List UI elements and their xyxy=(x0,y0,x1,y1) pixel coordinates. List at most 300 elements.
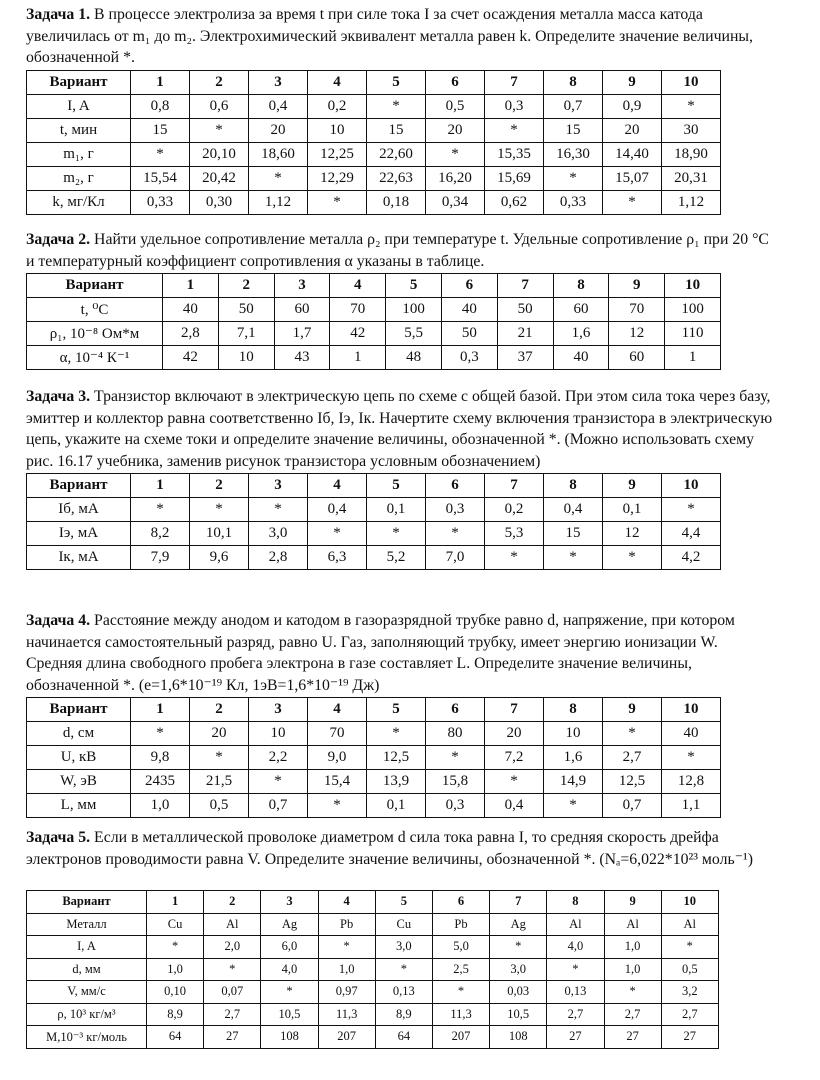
table-cell: 0,5 xyxy=(190,794,249,818)
table-cell: * xyxy=(547,958,604,981)
table-header-cell: 6 xyxy=(441,274,497,298)
table-row xyxy=(27,498,721,522)
table-cell: * xyxy=(249,498,308,522)
table-cell: 22,63 xyxy=(367,166,426,190)
table-cell: 4,0 xyxy=(261,958,318,981)
table-cell: 12,29 xyxy=(308,166,367,190)
table-cell: 10 xyxy=(218,346,274,370)
table-cell: * xyxy=(308,522,367,546)
table-cell: 12,25 xyxy=(308,142,367,166)
row-label-cell: m₂, г xyxy=(27,166,131,190)
task-2-table xyxy=(26,273,721,370)
table-header-cell: 5 xyxy=(375,891,432,914)
table-cell: 0,18 xyxy=(367,190,426,214)
table-cell: 2,7 xyxy=(547,1003,604,1026)
table-header-cell: 6 xyxy=(432,891,489,914)
table-header-cell: Вариант xyxy=(27,698,131,722)
table-cell: 1,0 xyxy=(604,936,661,959)
table-header-cell: 7 xyxy=(490,891,547,914)
table-cell: Cu xyxy=(147,913,204,936)
table-cell: 0,03 xyxy=(490,981,547,1004)
table-header-cell: 1 xyxy=(131,698,190,722)
table-cell: * xyxy=(604,981,661,1004)
table-cell: 12 xyxy=(603,522,662,546)
row-label-cell: ρ₁, 10⁻⁸ Ом*м xyxy=(27,322,163,346)
row-label-cell: m₁, г xyxy=(27,142,131,166)
table-cell: 2,2 xyxy=(249,746,308,770)
task-3-text: Задача 3. Транзистор включают в электрическую цепь по схеме с общей базой. При этом сила тока через базу, эмиттер и коллектор равна соответственно Iб, Iэ, Iк. Начертите схему включения транзистора в электрическую цепь, укажите на схеме токи и определите значение величины, обозначенной *. (Можно использовать схему рис. 16.17 учебника, заменив рисунок транзистора условным обозначением) xyxy=(26,388,773,470)
table-header-cell: 5 xyxy=(367,70,426,94)
table-cell: 0,4 xyxy=(485,794,544,818)
table-header-cell: 6 xyxy=(426,474,485,498)
table-header-cell: 10 xyxy=(665,274,721,298)
table-header-cell: 5 xyxy=(367,698,426,722)
table-header-cell: 6 xyxy=(426,70,485,94)
table-cell: 40 xyxy=(553,346,609,370)
task-1-text: Задача 1. В процессе электролиза за время t при силе тока I за счет осаждения металла масса катода увеличилась от m₁ до m₂. Электрохимический эквивалент металла равен k. Определите значение величины, обозначенной *. xyxy=(26,6,753,66)
table-cell: 60 xyxy=(274,298,330,322)
table-cell: 5,5 xyxy=(386,322,442,346)
table-row xyxy=(27,958,719,981)
table-cell: Al xyxy=(661,913,718,936)
table-cell: 14,9 xyxy=(544,770,603,794)
table-row xyxy=(27,794,721,818)
table-cell: Pb xyxy=(432,913,489,936)
table-header-cell: 8 xyxy=(544,698,603,722)
table-cell: * xyxy=(661,936,718,959)
table-cell: 0,3 xyxy=(441,346,497,370)
table-row xyxy=(27,118,721,142)
table-header-row xyxy=(27,274,721,298)
table-cell: 15,69 xyxy=(485,166,544,190)
table-header-cell: 4 xyxy=(308,70,367,94)
table-header-cell: 1 xyxy=(131,474,190,498)
table-cell: 1,1 xyxy=(662,794,721,818)
task-5-table xyxy=(26,890,719,1049)
table-cell: 0,7 xyxy=(249,794,308,818)
table-cell: 0,10 xyxy=(147,981,204,1004)
table-cell: 0,2 xyxy=(308,94,367,118)
table-cell: * xyxy=(131,142,190,166)
row-label-cell: Металл xyxy=(27,913,147,936)
table-cell: 70 xyxy=(330,298,386,322)
table-header-cell: 2 xyxy=(190,474,249,498)
table-cell: 15 xyxy=(544,118,603,142)
table-header-cell: 1 xyxy=(131,70,190,94)
table-cell: 50 xyxy=(218,298,274,322)
table-row xyxy=(27,746,721,770)
table-cell: * xyxy=(367,522,426,546)
table-cell: * xyxy=(544,546,603,570)
table-cell: 48 xyxy=(386,346,442,370)
table-row xyxy=(27,546,721,570)
table-cell: 27 xyxy=(604,1026,661,1049)
table-cell: 0,1 xyxy=(367,794,426,818)
row-label-cell: U, кВ xyxy=(27,746,131,770)
table-cell: 10,5 xyxy=(490,1003,547,1026)
table-cell: 1,6 xyxy=(553,322,609,346)
table-cell: * xyxy=(190,118,249,142)
table-cell: 3,0 xyxy=(249,522,308,546)
task-1-label: Задача 1. xyxy=(26,6,91,23)
table-cell: * xyxy=(147,936,204,959)
table-cell: 8,9 xyxy=(375,1003,432,1026)
table-cell: 2,5 xyxy=(432,958,489,981)
table-header-cell: 9 xyxy=(603,698,662,722)
task-3-label: Задача 3. xyxy=(26,388,91,405)
table-cell: 0,34 xyxy=(426,190,485,214)
table-cell: 64 xyxy=(147,1026,204,1049)
table-cell: 0,33 xyxy=(131,190,190,214)
table-cell: 4,0 xyxy=(547,936,604,959)
table-header-row xyxy=(27,698,721,722)
table-cell: 0,1 xyxy=(367,498,426,522)
table-cell: 0,4 xyxy=(308,498,367,522)
table-cell: 8,2 xyxy=(131,522,190,546)
table-cell: 50 xyxy=(497,298,553,322)
table-header-cell: 2 xyxy=(204,891,261,914)
table-cell: 0,6 xyxy=(190,94,249,118)
table-cell: 15,8 xyxy=(426,770,485,794)
row-label-cell: I, A xyxy=(27,936,147,959)
table-cell: * xyxy=(662,498,721,522)
table-cell: * xyxy=(603,190,662,214)
table-cell: * xyxy=(662,746,721,770)
task-3-table xyxy=(26,473,721,570)
row-label-cell: α, 10⁻⁴ К⁻¹ xyxy=(27,346,163,370)
table-cell: * xyxy=(544,794,603,818)
table-cell: 4,2 xyxy=(662,546,721,570)
table-cell: 1,0 xyxy=(318,958,375,981)
table-cell: 20 xyxy=(603,118,662,142)
row-label-cell: M,10⁻³ кг/моль xyxy=(27,1026,147,1049)
table-cell: Al xyxy=(547,913,604,936)
table-cell: 1,12 xyxy=(662,190,721,214)
table-cell: 7,1 xyxy=(218,322,274,346)
table-header-cell: 3 xyxy=(261,891,318,914)
table-cell: * xyxy=(308,794,367,818)
table-cell: 110 xyxy=(665,322,721,346)
table-cell: 13,9 xyxy=(367,770,426,794)
table-row xyxy=(27,142,721,166)
table-cell: 1 xyxy=(665,346,721,370)
table-cell: 11,3 xyxy=(318,1003,375,1026)
table-cell: 27 xyxy=(204,1026,261,1049)
table-cell: 18,60 xyxy=(249,142,308,166)
table-cell: 207 xyxy=(432,1026,489,1049)
table-cell: 15,54 xyxy=(131,166,190,190)
table-row xyxy=(27,1003,719,1026)
table-cell: 0,13 xyxy=(547,981,604,1004)
table-row xyxy=(27,346,721,370)
task-4-table xyxy=(26,697,721,818)
table-cell: 10 xyxy=(544,722,603,746)
table-row xyxy=(27,770,721,794)
row-label-cell: ρ, 10³ кг/м³ xyxy=(27,1003,147,1026)
table-header-cell: 2 xyxy=(190,698,249,722)
table-cell: 2,0 xyxy=(204,936,261,959)
task-1 xyxy=(26,4,776,215)
table-cell: * xyxy=(432,981,489,1004)
table-header-cell: 1 xyxy=(163,274,219,298)
table-header-cell: Вариант xyxy=(27,474,131,498)
table-header-cell: 8 xyxy=(553,274,609,298)
table-cell: 22,60 xyxy=(367,142,426,166)
table-cell: 0,33 xyxy=(544,190,603,214)
table-cell: 42 xyxy=(163,346,219,370)
task-4-text: Задача 4. Расстояние между анодом и катодом в газоразрядной трубке равно d, напряжение, при котором начинается самостоятельный разряд, равно U. Газ, заполняющий трубку, имеет энергию ионизации W. Средняя длина свободного пробега электрона в газе составляет L. Определите значение величины, обозначенной *. (е=1,6*10⁻¹⁹ Кл, 1эВ=1,6*10⁻¹⁹ Дж) xyxy=(26,612,735,694)
table-cell: 9,8 xyxy=(131,746,190,770)
table-cell: * xyxy=(426,522,485,546)
table-cell: 5,3 xyxy=(485,522,544,546)
task-2 xyxy=(26,229,776,370)
table-cell: 2,8 xyxy=(249,546,308,570)
table-cell: 10,1 xyxy=(190,522,249,546)
table-cell: 11,3 xyxy=(432,1003,489,1026)
table-cell: 7,2 xyxy=(485,746,544,770)
table-header-cell: 5 xyxy=(386,274,442,298)
table-cell: 0,1 xyxy=(603,498,662,522)
table-cell: * xyxy=(662,94,721,118)
table-cell: 0,07 xyxy=(204,981,261,1004)
table-cell: 70 xyxy=(308,722,367,746)
table-cell: 0,3 xyxy=(485,94,544,118)
row-label-cell: W, эВ xyxy=(27,770,131,794)
table-cell: * xyxy=(249,770,308,794)
table-header-cell: 7 xyxy=(485,474,544,498)
table-cell: 42 xyxy=(330,322,386,346)
table-header-cell: 10 xyxy=(662,70,721,94)
table-cell: 40 xyxy=(662,722,721,746)
table-cell: 21 xyxy=(497,322,553,346)
table-cell: 9,0 xyxy=(308,746,367,770)
table-cell: Ag xyxy=(490,913,547,936)
table-row xyxy=(27,1026,719,1049)
table-cell: * xyxy=(261,981,318,1004)
table-cell: 20,42 xyxy=(190,166,249,190)
table-cell: 18,90 xyxy=(662,142,721,166)
table-cell: * xyxy=(204,958,261,981)
table-cell: * xyxy=(190,498,249,522)
table-cell: 100 xyxy=(665,298,721,322)
row-label-cell: t, ⁰С xyxy=(27,298,163,322)
table-cell: 0,2 xyxy=(485,498,544,522)
table-row xyxy=(27,913,719,936)
table-cell: 1 xyxy=(330,346,386,370)
row-label-cell: d, мм xyxy=(27,958,147,981)
table-cell: 43 xyxy=(274,346,330,370)
table-cell: 4,4 xyxy=(662,522,721,546)
table-cell: 1,6 xyxy=(544,746,603,770)
table-header-cell: 7 xyxy=(485,698,544,722)
table-header-cell: 5 xyxy=(367,474,426,498)
table-header-cell: 4 xyxy=(308,698,367,722)
table-header-cell: 9 xyxy=(604,891,661,914)
table-header-cell: 2 xyxy=(218,274,274,298)
task-4-label: Задача 4. xyxy=(26,612,91,629)
table-cell: 7,9 xyxy=(131,546,190,570)
table-cell: 0,97 xyxy=(318,981,375,1004)
table-header-cell: 8 xyxy=(547,891,604,914)
table-cell: 9,6 xyxy=(190,546,249,570)
table-cell: 20,10 xyxy=(190,142,249,166)
table-cell: 70 xyxy=(609,298,665,322)
table-cell: 12,5 xyxy=(367,746,426,770)
table-header-cell: 10 xyxy=(662,698,721,722)
table-cell: * xyxy=(367,94,426,118)
table-cell: * xyxy=(485,546,544,570)
task-5-label: Задача 5. xyxy=(26,829,91,846)
table-row xyxy=(27,981,719,1004)
table-header-cell: 7 xyxy=(497,274,553,298)
table-cell: 2,7 xyxy=(661,1003,718,1026)
table-cell: 108 xyxy=(261,1026,318,1049)
table-header-cell: 3 xyxy=(249,70,308,94)
table-cell: 20 xyxy=(249,118,308,142)
table-cell: 64 xyxy=(375,1026,432,1049)
table-header-cell: 1 xyxy=(147,891,204,914)
table-cell: 27 xyxy=(661,1026,718,1049)
table-cell: 14,40 xyxy=(603,142,662,166)
task-5-text: Задача 5. Если в металлической проволоке диаметром d сила тока равна I, то средняя скорость дрейфа электронов проводимости равна V. Определите значение величины, обозначенной *. (Nₐ=6,022*10²³ моль⁻¹) xyxy=(26,829,754,868)
row-label-cell: V, мм/с xyxy=(27,981,147,1004)
table-cell: 2,7 xyxy=(204,1003,261,1026)
table-cell: 3,0 xyxy=(490,958,547,981)
table-cell: 0,62 xyxy=(485,190,544,214)
table-cell: Cu xyxy=(375,913,432,936)
table-cell: 12,8 xyxy=(662,770,721,794)
table-cell: 2,7 xyxy=(604,1003,661,1026)
table-cell: * xyxy=(485,118,544,142)
table-cell: 20,31 xyxy=(662,166,721,190)
table-cell: 10,5 xyxy=(261,1003,318,1026)
table-header-cell: 3 xyxy=(274,274,330,298)
row-label-cell: k, мг/Кл xyxy=(27,190,131,214)
table-cell: 60 xyxy=(609,346,665,370)
table-cell: 0,9 xyxy=(603,94,662,118)
task-3 xyxy=(26,386,776,570)
table-header-cell: 3 xyxy=(249,474,308,498)
table-cell: 2,8 xyxy=(163,322,219,346)
task-2-text: Задача 2. Найти удельное сопротивление металла ρ₂ при температуре t. Удельные сопротивление ρ₁ при 20 °C и температурный коэффициент сопротивления α указаны в таблице. xyxy=(26,231,769,270)
table-cell: 37 xyxy=(497,346,553,370)
table-header-cell: 10 xyxy=(661,891,718,914)
table-cell: 30 xyxy=(662,118,721,142)
table-cell: 0,5 xyxy=(426,94,485,118)
table-cell: 15,4 xyxy=(308,770,367,794)
table-row xyxy=(27,322,721,346)
table-cell: * xyxy=(375,958,432,981)
table-header-cell: 9 xyxy=(603,70,662,94)
table-cell: Ag xyxy=(261,913,318,936)
table-header-cell: 2 xyxy=(190,70,249,94)
table-cell: 100 xyxy=(386,298,442,322)
table-header-cell: 10 xyxy=(662,474,721,498)
table-header-cell: 4 xyxy=(318,891,375,914)
table-cell: 15,07 xyxy=(603,166,662,190)
table-cell: * xyxy=(308,190,367,214)
table-cell: 15 xyxy=(544,522,603,546)
table-cell: 6,0 xyxy=(261,936,318,959)
table-cell: * xyxy=(485,770,544,794)
table-cell: * xyxy=(490,936,547,959)
table-cell: * xyxy=(367,722,426,746)
table-cell: 2,7 xyxy=(603,746,662,770)
table-cell: 8,9 xyxy=(147,1003,204,1026)
table-header-cell: 6 xyxy=(426,698,485,722)
table-cell: Al xyxy=(604,913,661,936)
table-row xyxy=(27,166,721,190)
table-cell: 0,8 xyxy=(131,94,190,118)
table-cell: 80 xyxy=(426,722,485,746)
table-cell: 0,3 xyxy=(426,498,485,522)
table-cell: 0,5 xyxy=(661,958,718,981)
table-row xyxy=(27,94,721,118)
table-header-cell: 4 xyxy=(308,474,367,498)
table-cell: 40 xyxy=(163,298,219,322)
row-label-cell: t, мин xyxy=(27,118,131,142)
table-cell: 0,4 xyxy=(249,94,308,118)
table-cell: 5,2 xyxy=(367,546,426,570)
table-cell: 0,4 xyxy=(544,498,603,522)
table-cell: Al xyxy=(204,913,261,936)
table-cell: * xyxy=(603,546,662,570)
row-label-cell: Iк, мА xyxy=(27,546,131,570)
table-cell: 7,0 xyxy=(426,546,485,570)
table-cell: 12,5 xyxy=(603,770,662,794)
table-cell: 16,20 xyxy=(426,166,485,190)
table-cell: 1,0 xyxy=(604,958,661,981)
table-cell: 60 xyxy=(553,298,609,322)
table-cell: 207 xyxy=(318,1026,375,1049)
table-cell: 0,13 xyxy=(375,981,432,1004)
task-5 xyxy=(26,827,776,1049)
table-row xyxy=(27,936,719,959)
table-cell: 20 xyxy=(485,722,544,746)
table-cell: 1,0 xyxy=(147,958,204,981)
table-cell: * xyxy=(249,166,308,190)
table-cell: 10 xyxy=(249,722,308,746)
table-cell: 16,30 xyxy=(544,142,603,166)
table-cell: * xyxy=(426,142,485,166)
table-cell: * xyxy=(426,746,485,770)
table-cell: * xyxy=(190,746,249,770)
table-cell: 2435 xyxy=(131,770,190,794)
row-label-cell: Iэ, мА xyxy=(27,522,131,546)
table-cell: 27 xyxy=(547,1026,604,1049)
table-row xyxy=(27,522,721,546)
table-header-row xyxy=(27,70,721,94)
table-cell: 20 xyxy=(426,118,485,142)
table-cell: 1,7 xyxy=(274,322,330,346)
table-cell: 10 xyxy=(308,118,367,142)
task-1-table xyxy=(26,70,721,215)
table-header-cell: 7 xyxy=(485,70,544,94)
row-label-cell: I, A xyxy=(27,94,131,118)
table-cell: * xyxy=(131,722,190,746)
task-4 xyxy=(26,610,776,818)
table-cell: 3,2 xyxy=(661,981,718,1004)
table-cell: 0,30 xyxy=(190,190,249,214)
table-cell: * xyxy=(318,936,375,959)
table-header-cell: Вариант xyxy=(27,274,163,298)
table-cell: 15 xyxy=(131,118,190,142)
table-cell: * xyxy=(603,722,662,746)
table-header-row xyxy=(27,891,719,914)
table-row xyxy=(27,722,721,746)
table-cell: 12 xyxy=(609,322,665,346)
table-header-cell: 4 xyxy=(330,274,386,298)
